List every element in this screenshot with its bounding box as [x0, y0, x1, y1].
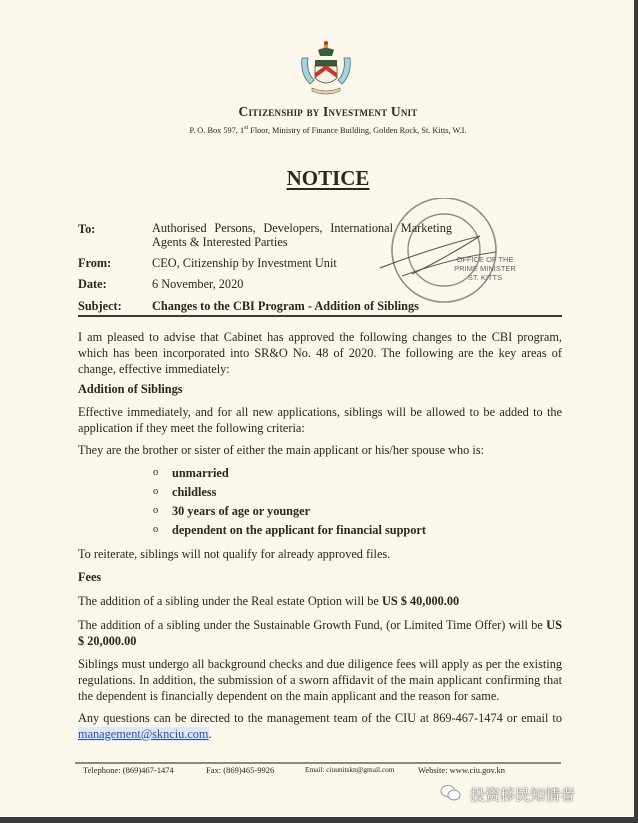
questions-text: Any questions can be directed to the management team of the CIU at 869-467-1474 or email to	[78, 710, 562, 725]
to-value: Authorised Persons, Developers, International Marketing Agents & Interested Parties	[152, 221, 452, 249]
checks-paragraph: Siblings must undergo all background checks and due diligence fees will apply as per the existing regulations. In addition, the submission of a sworn affidavit of the main applicant confirming that the dependent is financially dependent on the main applicant and the reason for same.	[78, 656, 562, 703]
fee-text: The addition of a sibling under the Sustainable Growth Fund, (or Limited Time Offer) will be	[78, 617, 547, 632]
section-heading-fees: Fees	[78, 569, 102, 584]
memo-from-row	[78, 255, 562, 271]
bullet-icon: o	[153, 524, 159, 535]
to-label: To:	[78, 222, 96, 236]
criteria-intro: They are the brother or sister of either the main applicant or his/her spouse who is:	[78, 442, 485, 457]
criteria-text: unmarried	[172, 466, 229, 480]
subject-value: Changes to the CBI Program - Addition of Siblings	[152, 299, 419, 313]
intro-paragraph: I am pleased to advise that Cabinet has approved the following changes to the CBI program, which has been incorporated into SR&O No. 48 of 2020. The following are the key areas of change, effective immediately:	[78, 329, 562, 376]
memo-date-row	[78, 276, 562, 292]
address-part: P. O. Box 597, 1	[189, 125, 245, 135]
reiterate-paragraph: To reiterate, siblings will not qualify for already approved files.	[78, 546, 391, 561]
questions-paragraph	[78, 710, 562, 742]
notice-title: NOTICE	[286, 166, 370, 190]
watermark-text: 投资移民知情者	[470, 786, 576, 804]
email-link[interactable]: management@sknciu.com	[78, 726, 209, 741]
wechat-icon	[440, 784, 462, 802]
memo-to-row	[78, 221, 562, 249]
organization-address	[0, 125, 638, 135]
date-value: 6 November, 2020	[152, 277, 244, 291]
fee-sustainable-growth	[78, 617, 562, 649]
fee-amount: US $ 40,000.00	[381, 593, 460, 608]
coat-of-arms-icon	[298, 40, 354, 98]
date-label: Date:	[78, 277, 107, 291]
criteria-text: childless	[172, 485, 217, 499]
criteria-item	[153, 464, 562, 483]
criteria-list	[153, 464, 562, 540]
subject-label: Subject:	[78, 299, 122, 313]
criteria-text: dependent on the applicant for financial support	[172, 523, 426, 537]
from-label: From:	[78, 256, 112, 270]
memo-subject-row	[78, 298, 562, 314]
address-superscript: st	[244, 125, 249, 131]
criteria-item	[153, 483, 562, 502]
criteria-item	[153, 502, 562, 521]
effective-paragraph: Effective immediately, and for all new applications, siblings will be allowed to be added to the application if they meet the following criteria:	[78, 404, 562, 435]
footer-divider	[75, 762, 561, 764]
criteria-item	[153, 521, 562, 540]
fee-text: The addition of a sibling under the Real estate Option will be	[78, 593, 382, 608]
organization-name: Citizenship by Investment Unit	[238, 104, 418, 119]
bullet-icon: o	[153, 486, 159, 497]
questions-end: .	[208, 726, 212, 741]
section-heading-siblings: Addition of Siblings	[78, 381, 183, 396]
criteria-text: 30 years of age or younger	[172, 504, 311, 518]
bullet-icon: o	[153, 467, 159, 478]
footer-website: Website: www.ciu.gov.kn	[418, 765, 505, 775]
stamp-inner-text: OFFICE OF THE PRIME MINISTER ST. KITTS	[454, 255, 516, 282]
footer-email: Email: ciuunitskn@gmail.com	[305, 765, 395, 774]
footer-telephone: Telephone: (869)467-1474	[83, 765, 174, 775]
fee-amount: US $ 20,000.00	[78, 617, 562, 648]
fee-real-estate	[78, 593, 562, 609]
subject-divider	[78, 315, 562, 317]
bullet-icon: o	[153, 505, 159, 516]
document-body	[78, 221, 562, 742]
from-value: CEO, Citizenship by Investment Unit	[152, 256, 337, 270]
address-part: Floor, Ministry of Finance Building, Golden Rock, St. Kitts, W.I.	[248, 125, 467, 135]
footer-fax: Fax: (869)465-9926	[206, 765, 275, 775]
